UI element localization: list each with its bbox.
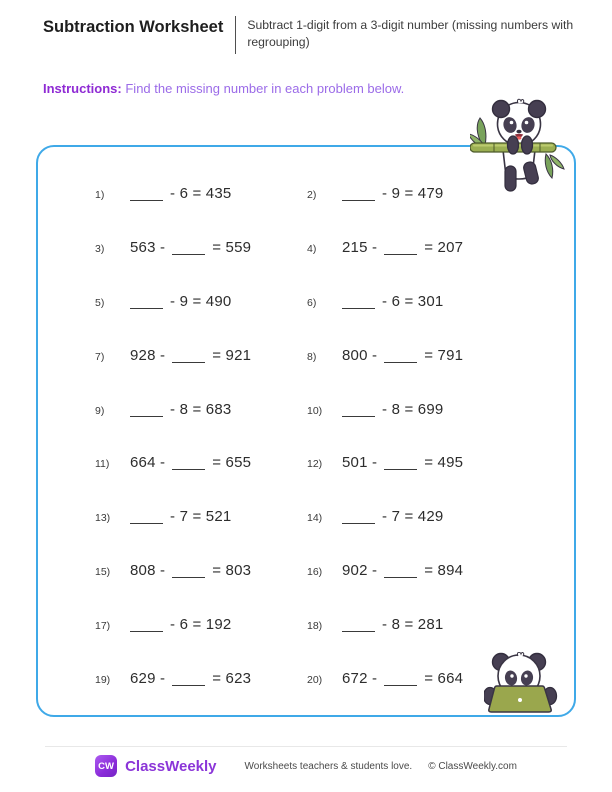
page-title: Subtraction Worksheet xyxy=(43,18,224,36)
classweekly-logo: CW xyxy=(95,755,117,777)
problem-number: 3) xyxy=(95,243,105,256)
problem-after-text: - 7 = 521 xyxy=(170,508,232,526)
problem-number: 6) xyxy=(307,296,317,309)
problem-before-text: 664 - xyxy=(130,454,166,472)
problem-before-text: 800 - xyxy=(342,346,378,364)
problem-after-text: - 9 = 490 xyxy=(170,292,232,310)
problem-before-text: 563 - xyxy=(130,239,166,257)
problem-after-text: = 495 xyxy=(424,454,464,472)
problem-after-text: = 791 xyxy=(424,346,464,364)
problem-after-text: = 664 xyxy=(424,669,464,687)
problem-expression xyxy=(342,401,443,418)
answer-blank xyxy=(172,352,205,363)
panda-laptop-illustration xyxy=(484,652,566,716)
problem-item xyxy=(95,401,307,418)
answer-blank xyxy=(384,244,417,255)
instructions xyxy=(43,81,404,96)
problem-expression xyxy=(342,616,443,633)
problem-expression xyxy=(130,562,251,579)
problem-number: 9) xyxy=(95,404,105,417)
problem-after-text: = 655 xyxy=(212,454,252,472)
problem-item xyxy=(307,562,576,579)
answer-blank xyxy=(172,244,205,255)
answer-blank xyxy=(172,567,205,578)
problem-number: 1) xyxy=(95,189,105,202)
problem-expression xyxy=(130,347,251,364)
problem-expression xyxy=(130,293,231,310)
problem-expression xyxy=(130,454,251,471)
problem-item xyxy=(307,616,576,633)
page-subtitle: Subtract 1-digit from a 3-digit number (missing numbers with regrouping) xyxy=(247,18,574,50)
footer xyxy=(0,755,612,777)
instructions-label: Instructions: xyxy=(43,81,122,96)
header-divider xyxy=(235,16,236,54)
problem-item xyxy=(95,293,307,310)
problem-number: 15) xyxy=(95,565,111,578)
problem-number: 16) xyxy=(307,565,323,578)
problem-after-text: = 623 xyxy=(212,669,252,687)
problem-expression xyxy=(130,616,231,633)
answer-blank xyxy=(172,459,205,470)
problem-after-text: - 6 = 192 xyxy=(170,615,232,633)
problem-item xyxy=(307,239,576,256)
problem-number: 12) xyxy=(307,458,323,471)
problem-expression xyxy=(342,454,463,471)
problem-number: 18) xyxy=(307,619,323,632)
problem-number: 5) xyxy=(95,296,105,309)
problem-after-text: = 803 xyxy=(212,561,252,579)
problem-item xyxy=(95,508,307,525)
problem-item xyxy=(307,401,576,418)
footer-tagline: Worksheets teachers & students love. xyxy=(244,760,413,772)
problem-after-text: - 8 = 699 xyxy=(382,400,444,418)
answer-blank xyxy=(130,621,163,632)
problem-number: 19) xyxy=(95,673,111,686)
answer-blank xyxy=(172,675,205,686)
problem-item xyxy=(95,454,307,471)
problem-expression xyxy=(342,185,443,202)
answer-blank xyxy=(384,567,417,578)
answer-blank xyxy=(130,406,163,417)
problem-before-text: 672 - xyxy=(342,669,378,687)
footer-copyright: © ClassWeekly.com xyxy=(428,760,517,772)
problem-after-text: - 6 = 435 xyxy=(170,185,232,203)
problem-expression xyxy=(342,239,463,256)
problem-number: 2) xyxy=(307,189,317,202)
answer-blank xyxy=(342,190,375,201)
problem-item xyxy=(95,347,307,364)
problem-number: 8) xyxy=(307,350,317,363)
problem-after-text: - 7 = 429 xyxy=(382,508,444,526)
problem-item xyxy=(95,185,307,202)
answer-blank xyxy=(342,513,375,524)
answer-blank xyxy=(384,459,417,470)
problem-after-text: = 207 xyxy=(424,239,464,257)
answer-blank xyxy=(384,352,417,363)
answer-blank xyxy=(342,621,375,632)
answer-blank xyxy=(130,298,163,309)
problem-expression xyxy=(130,508,231,525)
problem-expression xyxy=(130,670,251,687)
problem-after-text: = 559 xyxy=(212,239,252,257)
problem-expression xyxy=(342,670,463,687)
problem-after-text: - 8 = 683 xyxy=(170,400,232,418)
answer-blank xyxy=(384,675,417,686)
problem-before-text: 501 - xyxy=(342,454,378,472)
problem-after-text: - 8 = 281 xyxy=(382,615,444,633)
problem-item xyxy=(307,293,576,310)
problem-expression xyxy=(130,239,251,256)
problem-number: 14) xyxy=(307,512,323,525)
problem-number: 7) xyxy=(95,350,105,363)
problem-expression xyxy=(130,185,231,202)
problem-item xyxy=(95,562,307,579)
problem-item xyxy=(95,616,307,633)
problem-item xyxy=(307,508,576,525)
problem-item xyxy=(95,670,307,687)
brand-name: ClassWeekly xyxy=(125,757,217,775)
problem-number: 13) xyxy=(95,512,111,525)
problem-number: 17) xyxy=(95,619,111,632)
header xyxy=(43,14,579,54)
problem-item xyxy=(307,347,576,364)
problem-expression xyxy=(342,562,463,579)
problem-expression xyxy=(342,293,443,310)
problem-number: 11) xyxy=(95,458,110,471)
problem-before-text: 629 - xyxy=(130,669,166,687)
problem-after-text: = 894 xyxy=(424,561,464,579)
footer-divider xyxy=(45,746,567,747)
problem-number: 4) xyxy=(307,243,317,256)
answer-blank xyxy=(342,406,375,417)
problem-after-text: = 921 xyxy=(212,346,252,364)
problem-after-text: - 6 = 301 xyxy=(382,292,444,310)
problems-grid xyxy=(36,145,576,717)
problem-expression xyxy=(342,347,463,364)
problem-expression xyxy=(130,401,231,418)
instructions-text: Find the missing number in each problem below. xyxy=(125,81,405,96)
answer-blank xyxy=(342,298,375,309)
problem-before-text: 215 - xyxy=(342,239,378,257)
problem-number: 10) xyxy=(307,404,323,417)
panda-bamboo-illustration xyxy=(470,98,568,194)
problem-before-text: 902 - xyxy=(342,561,378,579)
problem-after-text: - 9 = 479 xyxy=(382,185,444,203)
problem-item xyxy=(95,239,307,256)
problem-item xyxy=(307,454,576,471)
problem-before-text: 928 - xyxy=(130,346,166,364)
answer-blank xyxy=(130,190,163,201)
problem-expression xyxy=(342,508,443,525)
problem-number: 20) xyxy=(307,673,323,686)
answer-blank xyxy=(130,513,163,524)
problem-before-text: 808 - xyxy=(130,561,166,579)
